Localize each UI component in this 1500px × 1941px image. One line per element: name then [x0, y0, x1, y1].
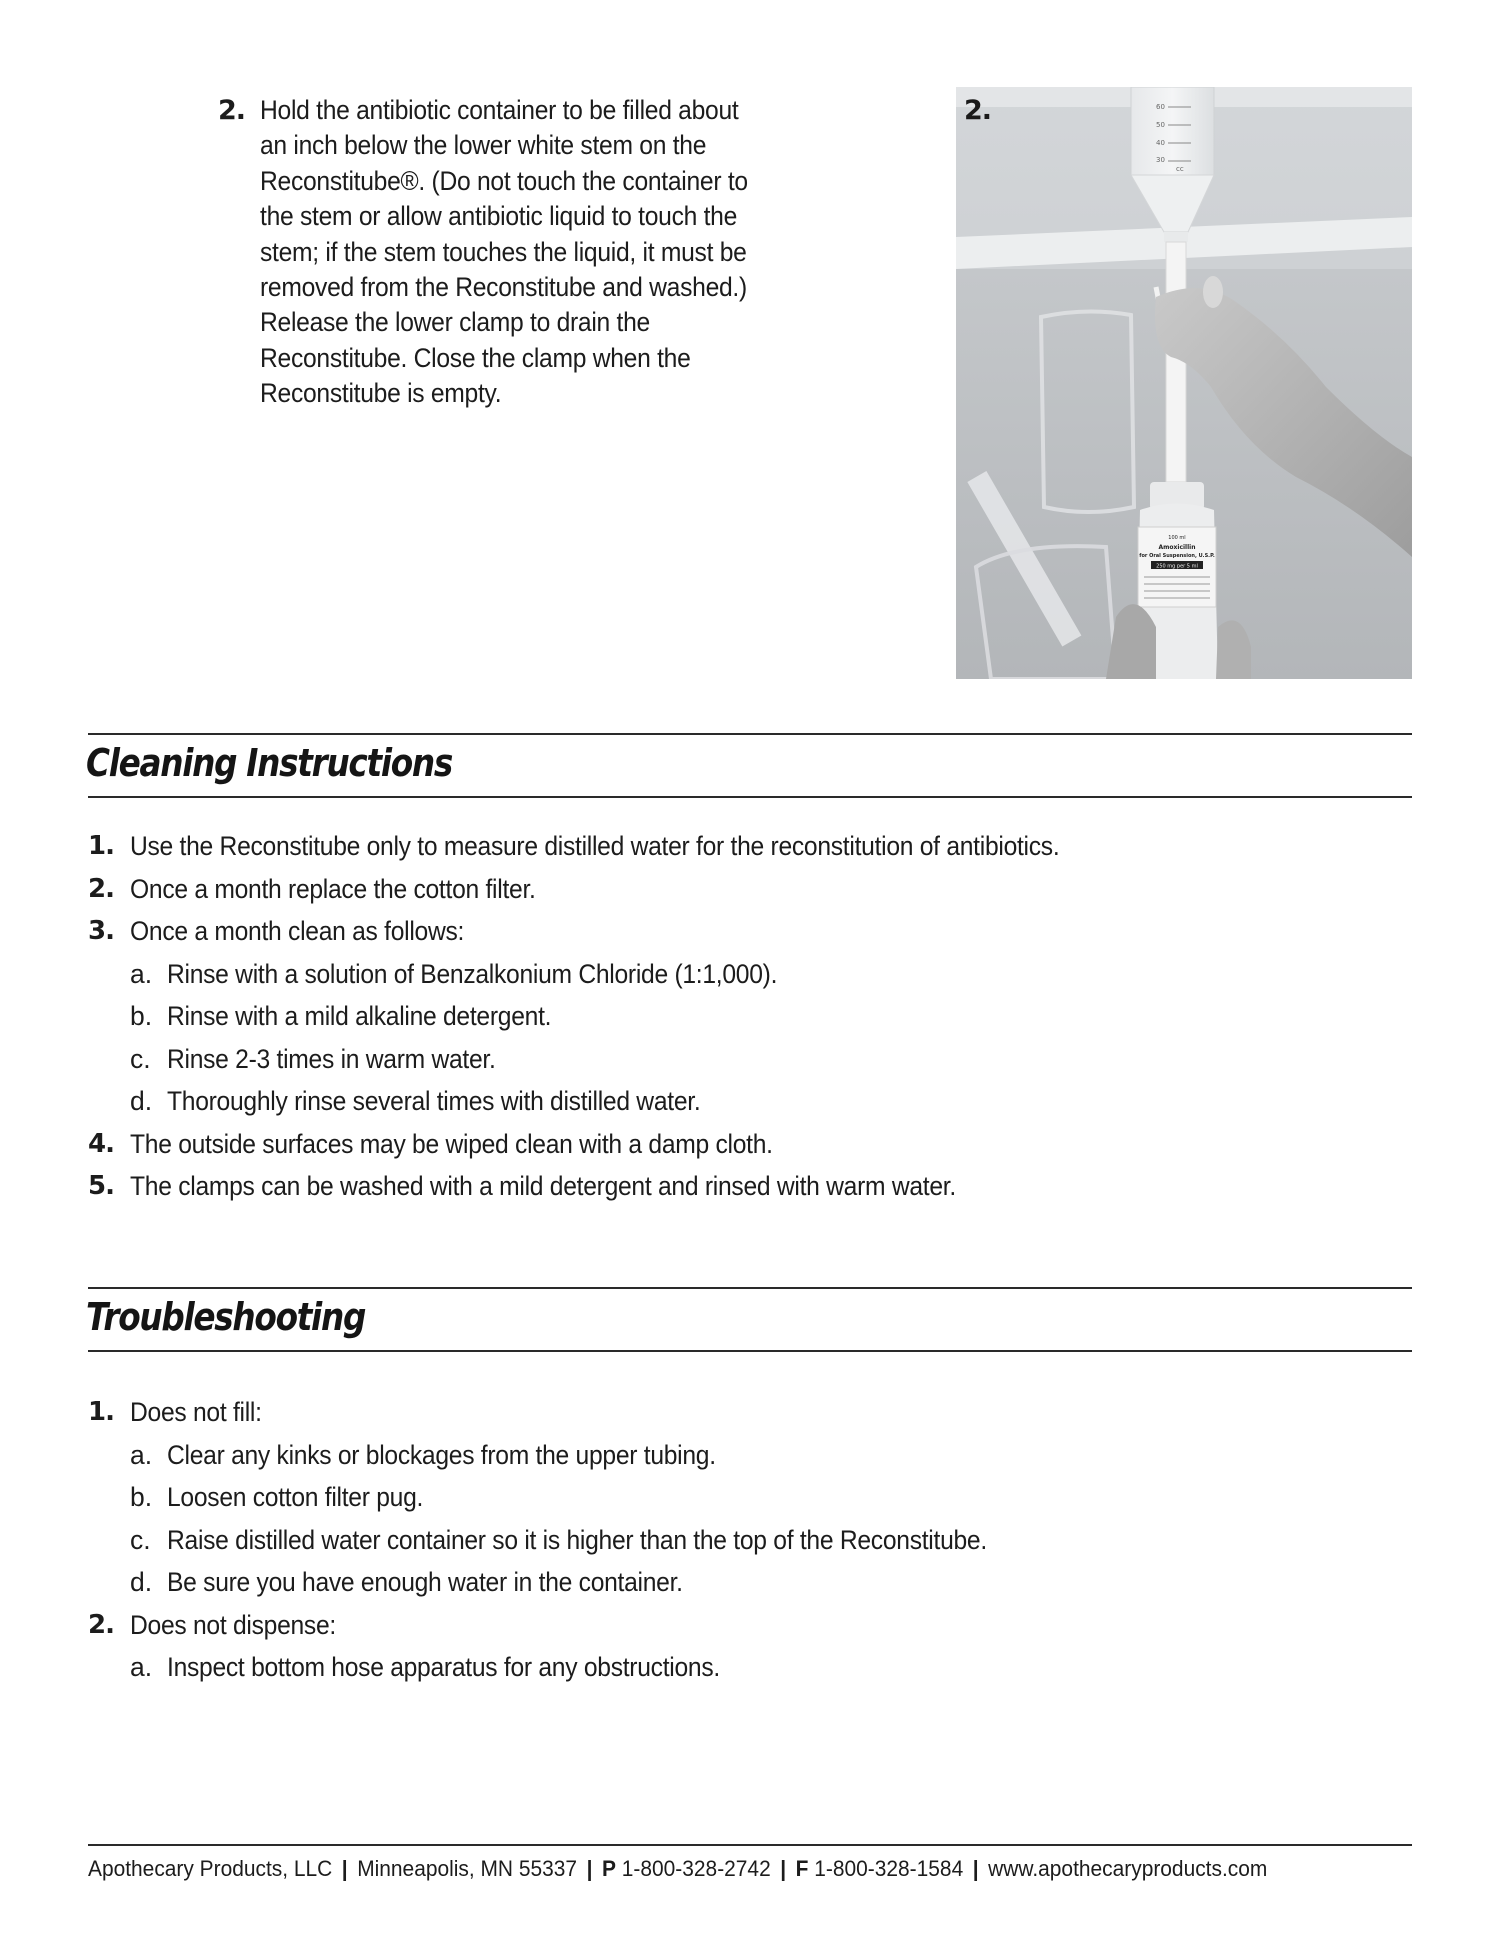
list-item [88, 910, 1418, 953]
footer-rule [88, 1844, 1412, 1846]
step-number: 2. [218, 95, 246, 126]
sub-list-item [88, 995, 1418, 1038]
step-2-photo [956, 87, 1412, 679]
footer-separator: | [586, 1856, 593, 1881]
step-line: the stem or allow antibiotic liquid to touch the [260, 201, 738, 232]
step-line: removed from the Reconstitube and washed.) [260, 272, 747, 303]
item-text: Does not dispense: [130, 1609, 336, 1640]
photo-step-label: 2. [964, 95, 992, 126]
step-line: Release the lower clamp to drain the [260, 307, 650, 338]
sub-list-item [88, 1434, 1418, 1477]
list-item [88, 1165, 1418, 1208]
svg-text:40: 40 [1156, 139, 1165, 147]
svg-text:30: 30 [1156, 156, 1165, 164]
item-text: The outside surfaces may be wiped clean with a damp cloth. [130, 1128, 773, 1159]
cleaning-list [88, 825, 1418, 1208]
cleaning-section-title: Cleaning Instructions [86, 741, 453, 785]
item-number: 1. [88, 831, 114, 861]
troubleshooting-list [88, 1391, 1418, 1689]
item-letter: c. [130, 1524, 151, 1555]
item-number: 5. [88, 1171, 114, 1201]
sub-list-item [88, 1476, 1418, 1519]
item-text: Loosen cotton filter pug. [167, 1482, 424, 1512]
reconstitube-illustration [956, 87, 1412, 679]
graduation-60: 60 [1156, 103, 1165, 111]
svg-text:250 mg per 5 ml: 250 mg per 5 ml [1156, 563, 1198, 570]
step-line: Hold the antibiotic container to be filled about [260, 95, 739, 125]
svg-text:50: 50 [1156, 121, 1165, 129]
section-rule-top [88, 1287, 1412, 1289]
section-rule-bottom [88, 1350, 1412, 1352]
sub-list-item [88, 953, 1418, 996]
sub-list-item [88, 1080, 1418, 1123]
item-letter: b. [130, 1001, 153, 1031]
footer-separator: | [780, 1856, 787, 1881]
step-line: Reconstitube. Close the clamp when the [260, 342, 691, 373]
item-number: 1. [88, 1397, 114, 1427]
list-item [88, 1391, 1418, 1434]
footer [88, 1852, 1267, 1886]
item-text: Inspect bottom hose apparatus for any obstructions. [167, 1652, 720, 1682]
item-text: Rinse 2-3 times in warm water. [167, 1043, 496, 1074]
footer-website-link[interactable]: www.apothecaryproducts.com [988, 1856, 1268, 1881]
list-item [88, 1123, 1418, 1166]
item-letter: d. [130, 1567, 153, 1597]
item-number: 2. [88, 873, 114, 904]
item-text: Raise distilled water container so it is higher than the top of the Reconstitube. [167, 1524, 987, 1555]
item-text: Clear any kinks or blockages from the upper tubing. [167, 1439, 716, 1470]
footer-location: Minneapolis, MN 55337 [357, 1856, 578, 1881]
footer-phone-label: P [601, 1856, 616, 1881]
item-number: 2. [88, 1609, 114, 1640]
footer-fax-label: F [795, 1856, 809, 1881]
svg-text:cc: cc [1176, 165, 1184, 173]
section-rule-top [88, 733, 1412, 735]
svg-text:Amoxicillin: Amoxicillin [1158, 544, 1196, 551]
svg-text:100 ml: 100 ml [1168, 535, 1186, 541]
item-text: Rinse with a solution of Benzalkonium Chloride (1:1,000). [167, 958, 778, 989]
sub-list-item [88, 1519, 1418, 1562]
section-rule-bottom [88, 796, 1412, 798]
footer-separator: | [341, 1856, 348, 1881]
item-text: Does not fill: [130, 1397, 262, 1427]
step-line: Reconstitube is empty. [260, 378, 502, 409]
footer-separator: | [972, 1856, 979, 1881]
sub-list-item [88, 1646, 1418, 1689]
list-item [88, 825, 1418, 868]
footer-phone: 1-800-328-2742 [621, 1856, 771, 1881]
svg-text:for Oral Suspension, U.S.P.: for Oral Suspension, U.S.P. [1139, 553, 1215, 559]
step-2-block [218, 93, 918, 412]
step-line: stem; if the stem touches the liquid, it must be [260, 236, 747, 267]
sub-list-item [88, 1038, 1418, 1081]
item-letter: c. [130, 1043, 151, 1074]
item-letter: d. [130, 1086, 153, 1116]
step-line: an inch below the lower white stem on the [260, 130, 707, 161]
item-text: Use the Reconstitube only to measure distilled water for the reconstitution of antibiotics. [130, 831, 1060, 861]
item-text: Rinse with a mild alkaline detergent. [167, 1001, 552, 1031]
footer-company: Apothecary Products, LLC [88, 1856, 333, 1881]
list-item [88, 868, 1418, 911]
step-line: Reconstitube®. (Do not touch the container to [260, 165, 748, 196]
troubleshooting-section-title: Troubleshooting [86, 1295, 366, 1339]
footer-fax: 1-800-328-1584 [814, 1856, 964, 1881]
item-text: Once a month clean as follows: [130, 916, 465, 946]
item-letter: a. [130, 1652, 153, 1682]
item-letter: a. [130, 1439, 153, 1470]
item-letter: a. [130, 958, 153, 989]
step-text [260, 93, 911, 412]
item-number: 3. [88, 916, 114, 946]
sub-list-item [88, 1561, 1418, 1604]
item-letter: b. [130, 1482, 153, 1512]
list-item [88, 1604, 1418, 1647]
item-text: The clamps can be washed with a mild detergent and rinsed with warm water. [130, 1171, 956, 1201]
item-text: Thoroughly rinse several times with distilled water. [167, 1086, 701, 1116]
item-text: Be sure you have enough water in the container. [167, 1567, 683, 1597]
item-text: Once a month replace the cotton filter. [130, 873, 536, 904]
item-number: 4. [88, 1128, 114, 1159]
